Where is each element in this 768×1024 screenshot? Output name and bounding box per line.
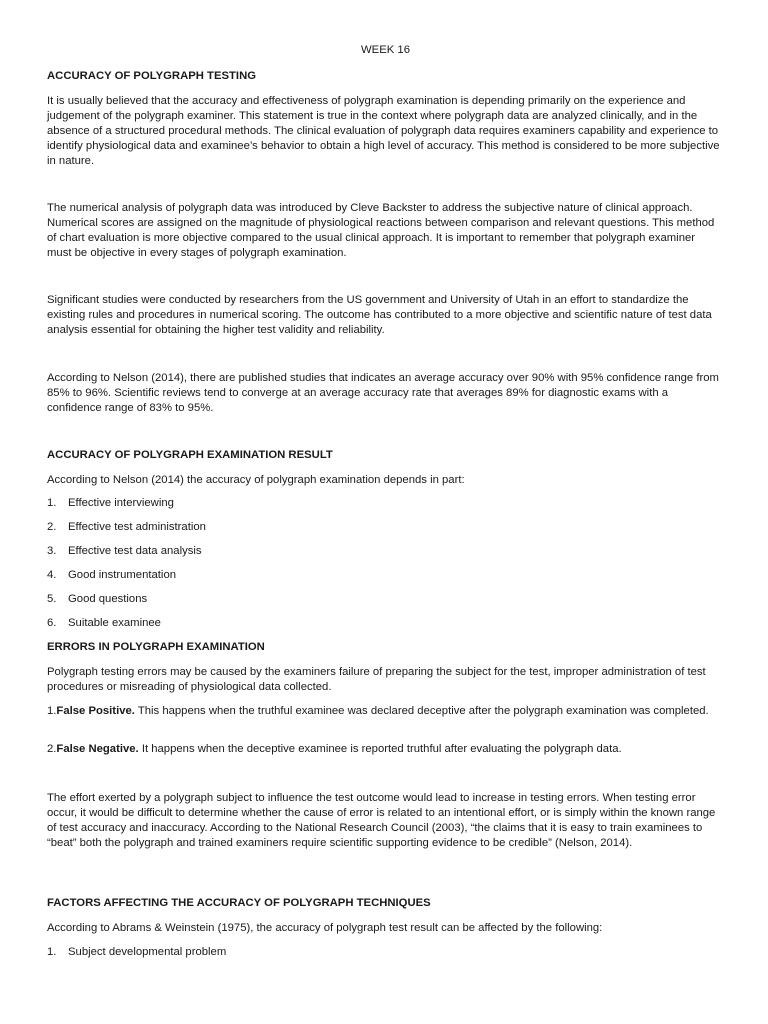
factors-intro (47, 921, 722, 936)
list-number: 6. (47, 617, 57, 629)
paragraph-nelson-accuracy (47, 371, 722, 416)
list-text: Subject developmental problem (68, 946, 227, 958)
list-number: 5. (47, 593, 57, 605)
list-number: 1. (47, 705, 57, 717)
false-positive-item (47, 704, 722, 719)
paragraph-numerical (47, 201, 722, 261)
list-text: Good instrumentation (68, 569, 177, 581)
paragraph-text: According to Nelson (2014) the accuracy of polygraph examination depends in part: (47, 474, 465, 486)
paragraph-text: It is usually believed that the accuracy and effectiveness of polygraph examination is depending primarily on the experience and judgement of the polygraph examiner. This statement is true in the context where polygraph data are analyzed clinically, and in the absence of a structured procedural methods. The clinical evaluation of polygraph data requires examiners capability and experience to identify physiological data and examinee’s behavior to obtain a high level of accuracy. This method is considered to be more subjective in nature. (47, 95, 720, 167)
paragraph-text: Polygraph testing errors may be caused by the examiners failure of preparing the subject for the test, improper administration of test procedures or misreading of physiological data collected. (47, 666, 706, 693)
section-heading-accuracy-result (47, 449, 722, 461)
paragraph-clinical (47, 94, 722, 169)
list-item (47, 616, 161, 631)
term-false-negative: False Negative. (56, 743, 139, 755)
list-number: 1. (47, 946, 57, 958)
term-false-positive: False Positive. (56, 705, 135, 717)
heading-text: ERRORS IN POLYGRAPH EXAMINATION (47, 641, 265, 653)
list-item (47, 496, 174, 511)
paragraph-text: Significant studies were conducted by researchers from the US government and University of Utah in an effort to standardize the existing rules and procedures in numerical scoring. The outcome has contributed to a more objective and scientific nature of test data analysis essential for obtaining the higher test validity and reliability. (47, 294, 712, 336)
section-heading-errors (47, 641, 722, 653)
paragraph-text: According to Abrams & Weinstein (1975), the accuracy of polygraph test result can be affected by the following: (47, 922, 603, 934)
definition-text: It happens when the deceptive examinee is reported truthful after evaluating the polygraph data. (138, 743, 622, 755)
false-negative-item (47, 742, 722, 757)
week-label: WEEK 16 (361, 44, 410, 56)
heading-text: ACCURACY OF POLYGRAPH TESTING (47, 70, 257, 82)
list-text: Effective test administration (68, 521, 206, 533)
paragraph-studies (47, 293, 722, 338)
paragraph-text: According to Nelson (2014), there are published studies that indicates an average accuracy over 90% with 95% confidence range from 85% to 96%. Scientific reviews tend to converge at an average accuracy rate that averages 89% for diagnostic exams with a confidence range of 83% to 95%. (47, 372, 719, 414)
list-text: Effective test data analysis (68, 545, 202, 557)
list-item (47, 520, 206, 535)
heading-text: FACTORS AFFECTING THE ACCURACY OF POLYGRAPH TECHNIQUES (47, 897, 431, 909)
paragraph-text: The numerical analysis of polygraph data was introduced by Cleve Backster to address the subjective nature of clinical approach. Numerical scores are assigned on the magnitude of physiological reactions between comparison and relevant questions. This method of chart evaluation is more objective compared to the usual clinical approach. It is important to remember that polygraph examiner must be objective in every stages of polygraph examination. (47, 202, 715, 259)
list-item (47, 592, 147, 607)
errors-intro (47, 665, 722, 695)
paragraph-effort (47, 791, 722, 851)
section-heading-factors (47, 897, 722, 909)
list-item (47, 568, 176, 583)
section-heading-accuracy-testing (47, 70, 722, 82)
heading-text: ACCURACY OF POLYGRAPH EXAMINATION RESULT (47, 449, 333, 461)
list-text: Good questions (68, 593, 148, 605)
list-number: 4. (47, 569, 57, 581)
list-number: 1. (47, 497, 57, 509)
list-text: Suitable examinee (68, 617, 161, 629)
accuracy-intro (47, 473, 722, 488)
list-item (47, 544, 202, 559)
list-number: 3. (47, 545, 57, 557)
list-number: 2. (47, 743, 57, 755)
definition-text: This happens when the truthful examinee was declared deceptive after the polygraph examination was completed. (134, 705, 709, 717)
list-item (47, 945, 226, 960)
list-number: 2. (47, 521, 57, 533)
paragraph-text: The effort exerted by a polygraph subject to influence the test outcome would lead to increase in testing errors. When testing error occur, it would be difficult to determine whether the cause of error is related to an intentional effort, or is simply within the known range of test accuracy and inaccuracy. According to the National Research Council (2003), “the claims that it is easy to train examinees to “beat” both the polygraph and trained examiners require scientific supporting evidence to be credible” (Nelson, 2014). (47, 792, 716, 849)
list-text: Effective interviewing (68, 497, 174, 509)
